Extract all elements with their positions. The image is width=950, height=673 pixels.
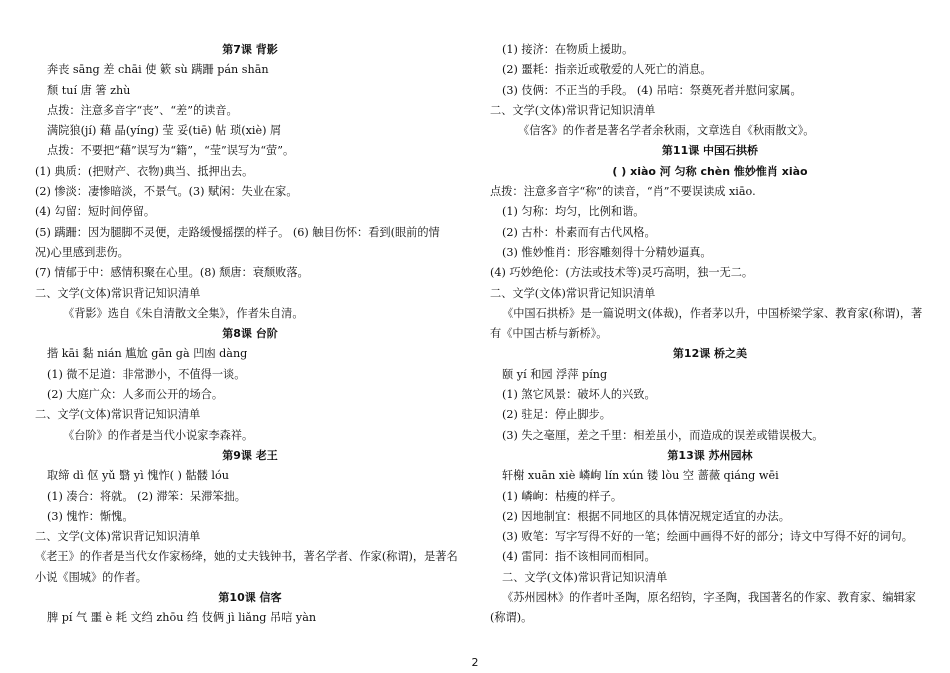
definition-line: 况)心里感到悲伤。 [35,245,129,259]
section-heading: 二、文学(文体)常识背记知识清单 [490,286,656,300]
definition-line: (2) 大庭广众：人多而公开的场合。 [47,388,224,402]
definition-line: (2) 噩耗：指亲近或敬爱的人死亡的消息。 [502,63,712,77]
lesson-8-heading: 第8课 台阶 [222,327,278,341]
definition-line: (5) 蹒跚：因为腿脚不灵便，走路缓慢摇摆的样子。 (6) 触目伤怀：看到(眼前的情 [35,225,440,239]
definition-line: (1) 嶙峋：枯瘦的样子。 [502,489,623,503]
tip-line: 点拨：注意多音字“丧”、“差”的读音。 [47,103,238,117]
definition-line: (1) 煞它风景：破坏人的兴致。 [502,388,656,402]
definition-line: (1) 接济：在物质上援助。 [502,43,634,56]
literature-note: 《背影》选自《朱自清散文全集》，作者朱自清。 [63,306,304,320]
lesson-10-heading: 第10课 信客 [218,591,282,605]
pinyin-line: 满院狼(jí) 藉 晶(yíng) 莹 妥(tiē) 帖 琐(xiè) 屑 [47,124,282,138]
section-heading: 二、文学(文体)常识背记知识清单 [35,286,201,300]
pinyin-line: 轩榭 xuān xiè 嶙峋 lín xún 镂 lòu 空 蔷薇 qiáng wēi [502,469,779,483]
definition-line: (2) 惨淡：凄惨暗淡，不景气。(3) 赋闲：失业在家。 [35,185,298,199]
literature-note: 《台阶》的作者是当代小说家李森祥。 [63,428,254,442]
definition-line: (4) 雷同：指不该相同而相同。 [502,550,656,564]
definition-line: (4) 巧妙绝伦：(方法或技术等)灵巧高明，独一无二。 [490,266,754,280]
page-number: 2 [471,656,479,669]
definition-line: (3) 败笔：写字写得不好的一笔；绘画中画得不好的部分；诗文中写得不好的词句。 [502,530,913,544]
section-heading: 二、文学(文体)常识背记知识清单 [502,570,668,584]
literature-note: 《信客》的作者是著名学者余秋雨，文章选自《秋雨散文》。 [518,124,815,138]
pinyin-line: 脾 pí 气 噩 è 耗 文绉 zhōu 绉 伎俩 jì liǎng 吊唁 yàn [47,611,317,625]
definition-line: (4) 勾留：短时间停留。 [35,205,156,219]
definition-line: (1) 凑合：将就。 (2) 滞笨：呆滞笨拙。 [47,489,246,503]
lesson-7-heading: 第7课 背影 [222,43,278,56]
literature-note: 小说《围城》的作者。 [35,570,147,584]
definition-line: (3) 失之毫厘，差之千里：相差虽小，而造成的误差或错误极大。 [502,428,824,442]
lesson-9-heading: 第9课 老王 [222,448,278,462]
definition-line: (1) 微不足道：非常渺小，不值得一谈。 [47,367,246,381]
tip-line: 点拨：注意多音字“称”的读音，“肖”不要误读成 xiāo. [490,185,756,199]
definition-line: (3) 愧怍：惭愧。 [47,509,134,523]
pinyin-line: ( ) xiào 河 匀称 chèn 惟妙惟肖 xiào [612,164,808,178]
lesson-13-heading: 第13课 苏州园林 [667,448,753,462]
literature-note: 《中国石拱桥》是一篇说明文(体裁)，作者茅以升，中国桥梁学家、教育家(称谓)，著 [502,306,923,320]
definition-line: (7) 情郁于中：感情积聚在心里。(8) 颓唐：衰颓败落。 [35,266,309,280]
pinyin-line: 颐 yí 和园 浮萍 píng [502,367,608,381]
right-column [490,40,930,629]
definition-line: (3) 伎俩：不正当的手段。 (4) 吊唁：祭奠死者并慰问家属。 [502,83,802,97]
pinyin-line: 取缔 dì 伛 yǔ 翳 yì 愧怍( ) 骷髅 lóu [47,469,229,483]
definition-line: (2) 古朴：朴素而有古代风格。 [502,225,656,239]
lesson-12-heading: 第12课 桥之美 [672,347,748,361]
left-column [35,40,465,629]
literature-note: 有《中国古桥与新桥》。 [490,327,608,341]
definition-line: (1) 典质：(把财产、衣物)典当、抵押出去。 [35,164,254,178]
definition-line: (2) 因地制宜：根据不同地区的具体情况规定适宜的办法。 [502,509,790,523]
definition-line: (3) 惟妙惟肖：形容雕刻得十分精妙逼真。 [502,245,712,259]
definition-line: (1) 匀称：均匀，比例和谐。 [502,205,645,219]
tip-line: 点拨：不要把“藉”误写为“籍”，“莹”误写为“萤”。 [47,144,295,158]
section-heading: 二、文学(文体)常识背记知识清单 [35,408,201,422]
literature-note: 《苏州园林》的作者叶圣陶，原名绍钧，字圣陶，我国著名的作家、教育家、编辑家 [502,591,916,605]
pinyin-line: 揩 kāi 黏 nián 尴尬 gān gà 凹凼 dàng [47,347,248,361]
pinyin-line: 颓 tuí 唐 箸 zhù [47,83,131,97]
lesson-11-heading: 第11课 中国石拱桥 [661,144,759,158]
section-heading: 二、文学(文体)常识背记知识清单 [490,103,656,117]
pinyin-line: 奔丧 sāng 差 chāi 使 簌 sù 蹒跚 pán shān [47,63,269,77]
section-heading: 二、文学(文体)常识背记知识清单 [35,530,201,544]
literature-note: (称谓)。 [490,611,533,625]
definition-line: (2) 驻足：停止脚步。 [502,408,611,422]
literature-note: 《老王》的作者是当代女作家杨绛，她的丈夫钱钟书，著名学者、作家(称谓)，是著名 [35,550,458,564]
